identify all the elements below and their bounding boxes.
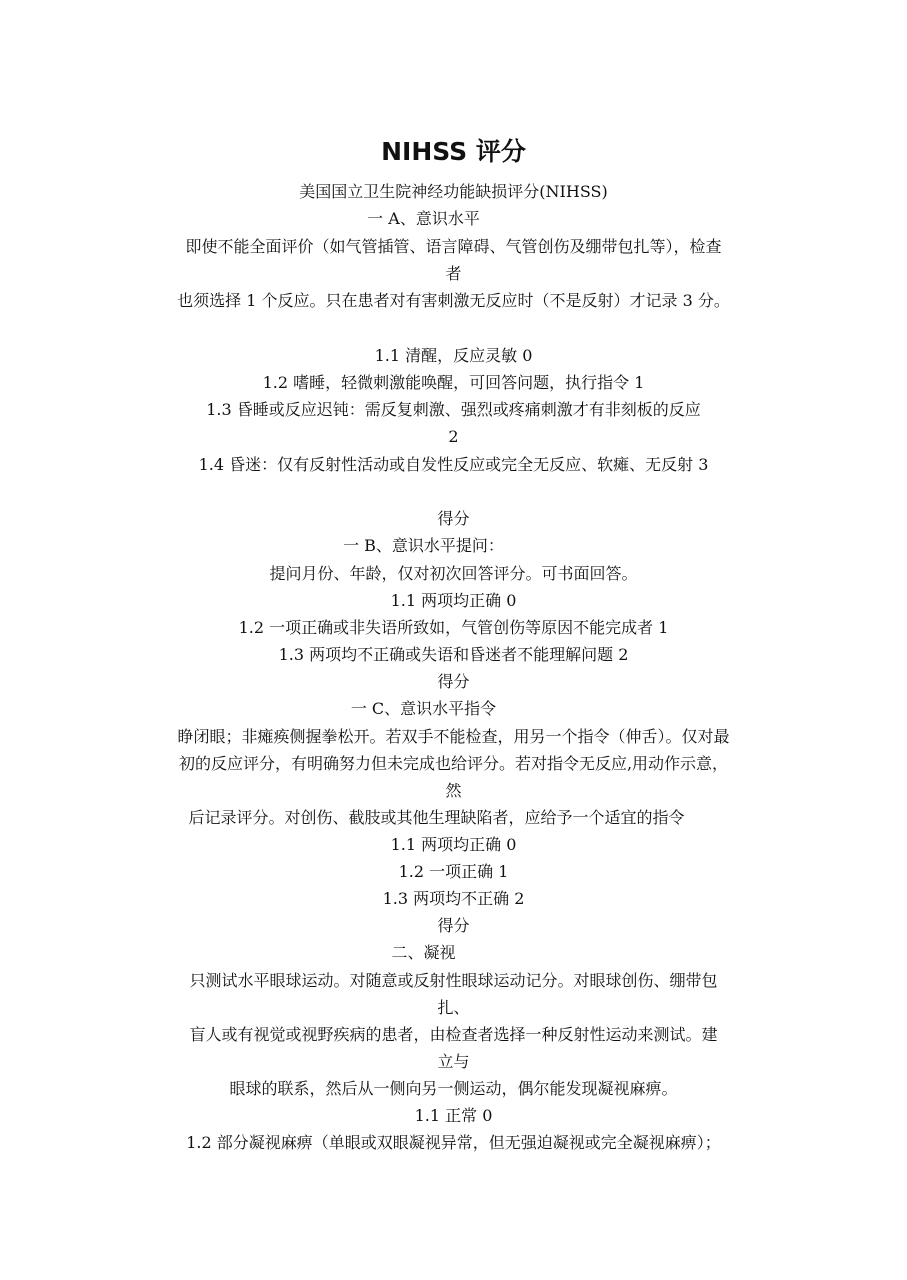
subtitle: 美国国立卫生院神经功能缺损评分(NIHSS): [299, 182, 608, 201]
score-option: 1.1 正常 0: [414, 1106, 493, 1125]
section-c-intro-line: 后记录评分。对创伤、截肢或其他生理缺陷者，应给予一个适宜的指令: [188, 808, 685, 827]
section-a-intro-line: 者: [445, 264, 462, 283]
score-label: 得分: [437, 672, 470, 691]
score-label: 得分: [437, 916, 470, 935]
section-2-intro-line: 盲人或有视觉或视野疾病的患者，由检查者选择一种反射性运动来测试。建: [189, 1025, 718, 1044]
section-b-heading: 一 B、意识水平提问：: [343, 536, 504, 555]
section-c-intro-line: 然: [445, 781, 462, 800]
section-c-intro-line: 初的反应评分，有明确努力但未完成也给评分。若对指令无反应,用动作示意，: [178, 754, 729, 773]
score-option: 1.2 部分凝视麻痹（单眼或双眼凝视异常，但无强迫凝视或完全凝视麻痹）；: [186, 1133, 721, 1152]
section-a-intro-line: 即使不能全面评价（如气管插管、语言障碍、气管创伤及绷带包扎等），检查: [185, 237, 722, 256]
score-option: 1.3 昏睡或反应迟钝：需反复刺激、强烈或疼痛刺激才有非刻板的反应: [206, 400, 701, 419]
section-a-heading: 一 A、意识水平: [367, 209, 480, 228]
score-option: 1.2 一项正确或非失语所致如，气管创伤等原因不能完成者 1: [238, 618, 669, 637]
score-option: 1.1 清醒，反应灵敏 0: [374, 346, 533, 365]
score-option: 1.3 两项均不正确 2: [382, 889, 525, 908]
section-c-heading: 一 C、意识水平指令: [350, 699, 497, 718]
score-option: 1.2 一项正确 1: [398, 862, 509, 881]
score-option: 1.2 嗜睡，轻微刺激能唤醒，可回答问题，执行指令 1: [262, 373, 645, 392]
section-2-heading: 二、凝视: [391, 943, 456, 962]
score-option: 1.1 两项均正确 0: [390, 835, 517, 854]
score-option-value: 2: [448, 427, 459, 446]
score-option: 1.3 两项均不正确或失语和昏迷者不能理解问题 2: [278, 645, 629, 664]
section-b-intro: 提问月份、年龄，仅对初次回答评分。可书面回答。: [269, 564, 638, 583]
section-a-intro-line: 也须选择 1 个反应。只在患者对有害刺激无反应时（不是反射）才记录 3 分。: [177, 291, 730, 310]
section-2-intro-line: 扎、: [437, 998, 470, 1017]
page-title: NIHSS 评分: [381, 137, 526, 166]
score-label: 得分: [437, 509, 470, 528]
section-2-intro-line: 立与: [437, 1052, 470, 1071]
section-2-intro-line: 眼球的联系，然后从一侧向另一侧运动，偶尔能发现凝视麻痹。: [229, 1079, 678, 1098]
section-2-intro-line: 只测试水平眼球运动。对随意或反射性眼球运动记分。对眼球创伤、绷带包: [189, 971, 718, 990]
section-c-intro-line: 睁闭眼；非瘫痪侧握拳松开。若双手不能检查，用另一个指令（伸舌）。仅对最: [177, 727, 730, 746]
score-option: 1.1 两项均正确 0: [390, 591, 517, 610]
score-option: 1.4 昏迷：仅有反射性活动或自发性反应或完全无反应、软瘫、无反射 3: [198, 455, 709, 474]
